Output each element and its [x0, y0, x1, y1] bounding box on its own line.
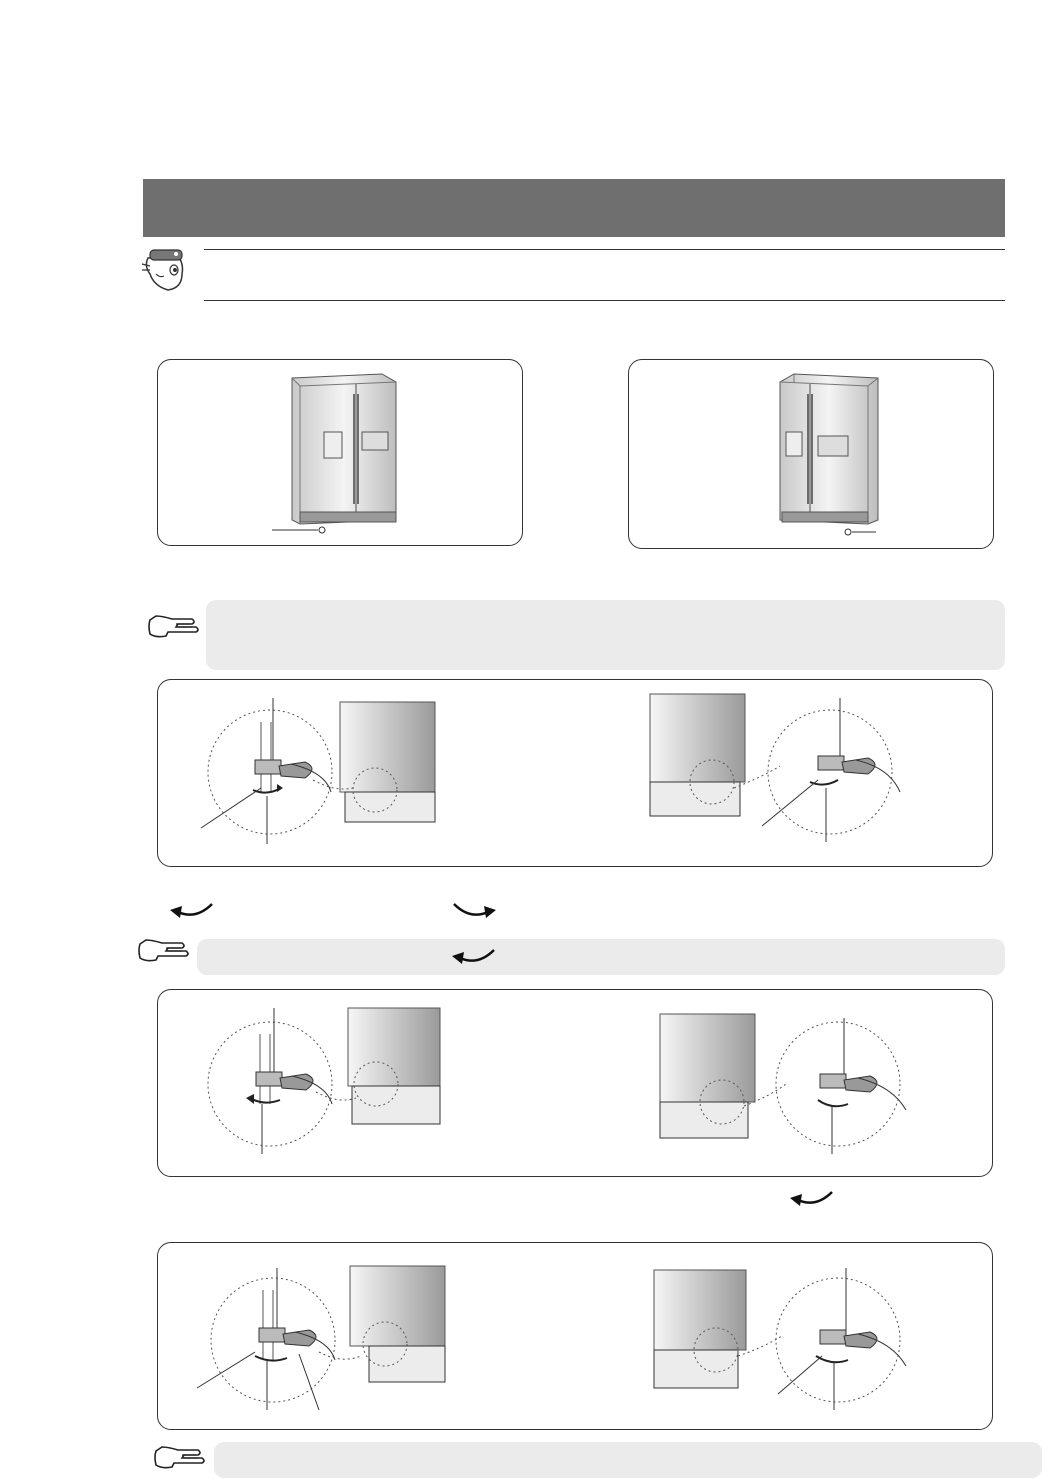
note-box-3 — [214, 1442, 1042, 1478]
note-text-1 — [206, 600, 1005, 624]
adjust-closeup-left-2 — [200, 1000, 450, 1160]
note-box-1 — [206, 600, 1005, 670]
adjust-closeup-right-3 — [654, 1256, 916, 1416]
intro-top-rule — [204, 249, 1005, 250]
rotate-arrow-left-icon — [450, 946, 498, 968]
rotate-arrow-left-icon — [168, 900, 216, 922]
rotate-arrow-right-icon — [450, 900, 498, 922]
note-box-2 — [197, 939, 1005, 975]
adjust-closeup-right-2 — [660, 1000, 920, 1160]
fridge-illustration-right — [768, 372, 898, 537]
intro-bottom-rule — [204, 300, 1005, 301]
adjust-closeup-left-1 — [195, 692, 445, 852]
pointing-hand-icon — [152, 1443, 206, 1471]
pointing-hand-icon — [136, 936, 190, 964]
fridge-illustration-left — [270, 372, 400, 537]
note-text-2 — [197, 939, 1005, 955]
section-title-bar — [143, 179, 1005, 237]
pointing-hand-icon — [146, 612, 200, 640]
note-text-3 — [214, 1442, 1042, 1458]
adjust-closeup-left-3 — [195, 1256, 450, 1416]
adjust-closeup-right-1 — [650, 692, 910, 852]
note-mascot-icon — [138, 244, 194, 300]
rotate-arrow-left-icon — [788, 1188, 836, 1210]
